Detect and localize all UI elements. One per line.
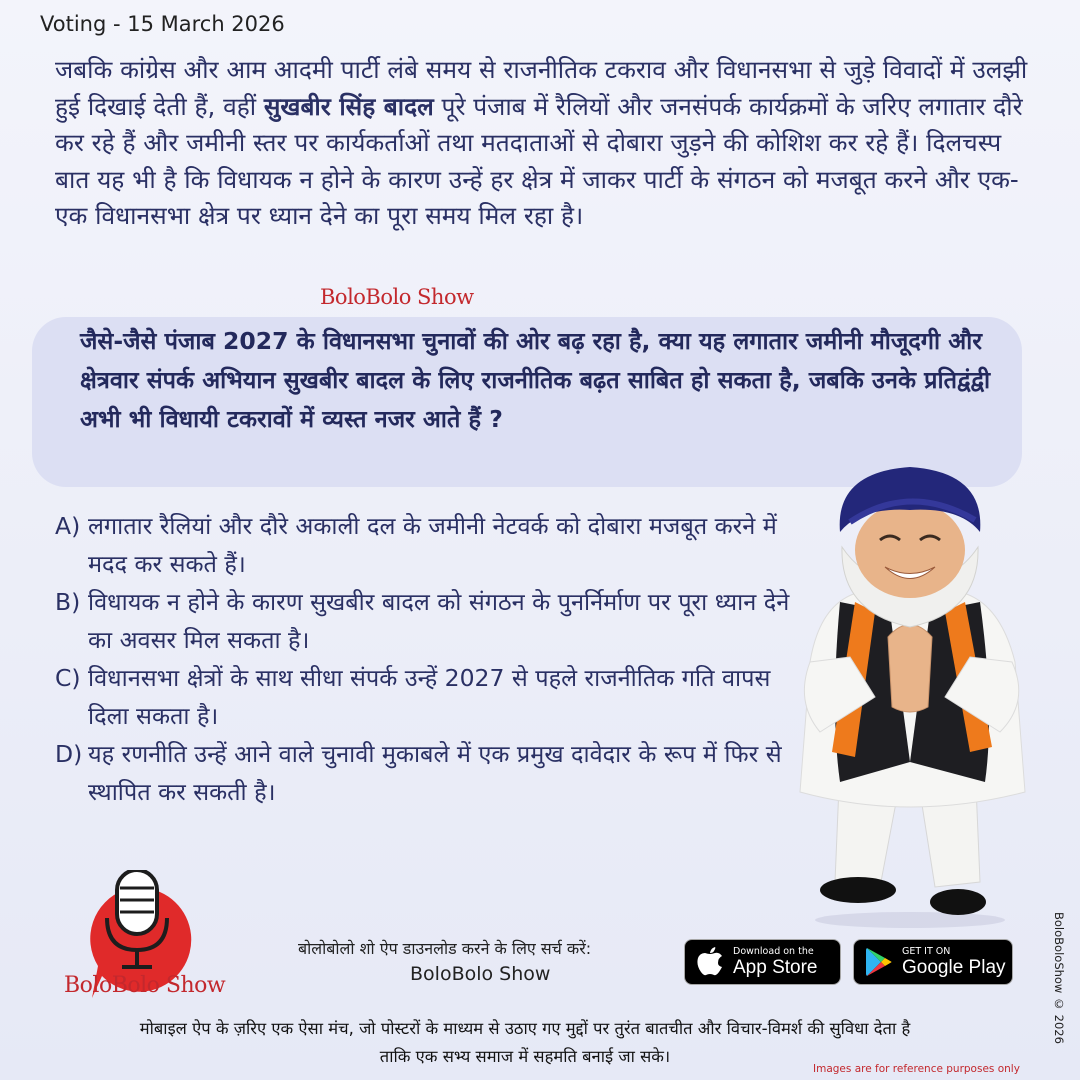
question-text: जैसे-जैसे पंजाब 2027 के विधानसभा चुनावों की ओर बढ़ रहा है, क्या यह लगातार जमीनी मौजूदगी और क्षेत्रवार संपर्क अभियान सुखबीर बादल के लिए राजनीतिक बढ़त साबित हो सकता है, जबकि उनके प्रतिद्वंद्वी अभी भी विधायी टकरावों में व्यस्त नजर आते हैं ? (80, 327, 991, 433)
options-list (55, 508, 815, 812)
intro-text-part2: पूरे पंजाब में रैलियों और जनसंपर्क कार्यक्रमों के जरिए लगातार दौरे कर रहे हैं और जमीनी स्तर पर कार्यकर्ताओं तथा मतदाताओं से दोबारा जुड़ने की कोशिश कर रहे हैं। दिलचस्प बात यह भी है कि विधायक न होने के कारण उन्हें हर क्षेत्र में जाकर पार्टी के संगठन को मजबूत करने और एक-एक विधानसभा क्षेत्र पर ध्यान देने का पूरा समय मिल रहा है। (55, 91, 1023, 230)
caricature-illustration (780, 462, 1040, 932)
option-text: विधानसभा क्षेत्रों के साथ सीधा संपर्क उन्हें 2027 से पहले राजनीतिक गति वापस दिला सकता है। (88, 664, 771, 730)
google-play-icon (862, 947, 896, 977)
footer-line-2: ताकि एक सभ्य समाज में सहमति बनाई जा सके। (379, 1047, 671, 1066)
apple-icon (693, 947, 727, 977)
intro-text-part1: जबकि कांग्रेस और आम आदमी पार्टी लंबे समय से राजनीतिक टकराव और विधानसभा से जुड़े विवादों में उलझी हुई दिखाई देती हैं, वहीं (55, 55, 1028, 121)
app-store-label: App Store (733, 957, 818, 978)
option-letter: C) (55, 664, 81, 692)
option-letter: A) (55, 512, 81, 540)
copyright-vertical: BoloBoloShow © 2026 (1052, 912, 1066, 1044)
option-d[interactable] (55, 736, 815, 811)
date-label: Voting - 15 March 2026 (40, 12, 285, 36)
option-c[interactable] (55, 660, 815, 735)
search-instruction: बोलोबोलो शो ऐप डाउनलोड करने के लिए सर्च करें: (298, 939, 592, 958)
intro-paragraph (55, 52, 1040, 235)
option-a[interactable] (55, 508, 815, 583)
google-play-small-label: GET IT ON (902, 946, 951, 957)
option-b[interactable] (55, 584, 815, 659)
search-term: BoloBolo Show (410, 963, 551, 985)
option-letter: D) (55, 740, 83, 768)
intro-highlight-name: सुखबीर सिंह बादल (263, 91, 434, 121)
logo-text: BoloBolo Show (64, 973, 226, 998)
brand-watermark: BoloBolo Show (320, 285, 474, 309)
footer-line-1: मोबाइल ऐप के ज़रिए एक ऐसा मंच, जो पोस्टरों के माध्यम से उठाए गए मुद्दों पर तुरंत बातचीत और विचार-विमर्श की सुविधा देता है (139, 1019, 911, 1038)
disclaimer: Images are for reference purposes only (813, 1063, 1020, 1075)
google-play-button[interactable] (853, 939, 1013, 985)
app-store-small-label: Download on the (733, 946, 814, 957)
option-letter: B) (55, 588, 81, 616)
option-text: विधायक न होने के कारण सुखबीर बादल को संगठन के पुनर्निर्माण पर पूरा ध्यान देने का अवसर मिल सकता है। (88, 588, 790, 654)
option-text: लगातार रैलियां और दौरे अकाली दल के जमीनी नेटवर्क को दोबारा मजबूत करने में मदद कर सकते हैं। (88, 512, 777, 578)
app-store-button[interactable] (684, 939, 841, 985)
google-play-label: Google Play (902, 957, 1006, 978)
option-text: यह रणनीति उन्हें आने वाले चुनावी मुकाबले में एक प्रमुख दावेदार के रूप में फिर से स्थापित कर सकती है। (88, 740, 782, 806)
